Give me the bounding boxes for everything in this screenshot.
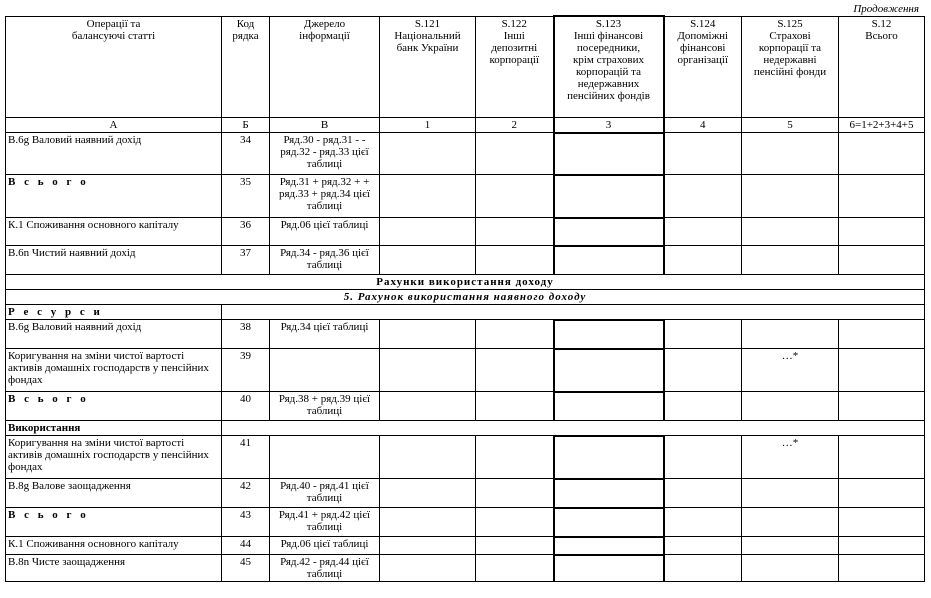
value-cell[interactable] — [664, 436, 742, 479]
row-label: В с ь о г о — [6, 392, 222, 421]
value-cell[interactable] — [476, 537, 554, 555]
row-code: 41 — [222, 436, 270, 479]
subsection-row — [6, 290, 925, 305]
value-cell[interactable] — [664, 218, 742, 246]
row-source: Ряд.31 + ряд.32 + + ряд.33 + ряд.34 цієї таблиці — [270, 175, 380, 218]
subsection-title: 5. Рахунок використання наявного доходу — [6, 290, 925, 305]
value-cell[interactable] — [476, 320, 554, 349]
row-source: Ряд.34 - ряд.36 цієї таблиці — [270, 246, 380, 275]
header-cell: S.123 Інші фінансові посередники, крім страхових корпорацій та недержавних пенсійних фондів — [554, 16, 664, 117]
value-cell[interactable] — [554, 349, 664, 392]
row-code: 43 — [222, 508, 270, 537]
value-cell[interactable] — [839, 320, 925, 349]
value-cell[interactable] — [839, 555, 925, 582]
value-cell[interactable] — [839, 133, 925, 175]
value-cell[interactable] — [839, 175, 925, 218]
section-title: Рахунки використання доходу — [6, 275, 925, 290]
continuation-label: Продовження — [853, 3, 919, 15]
value-cell[interactable] — [839, 436, 925, 479]
value-cell[interactable] — [664, 508, 742, 537]
value-cell: …* — [742, 436, 839, 479]
table-row — [6, 537, 925, 555]
header-row — [6, 16, 925, 117]
value-cell[interactable] — [380, 133, 476, 175]
row-label: Коригування на зміни чистої вартості активів домашніх господарств у пенсійних фондах — [6, 349, 222, 392]
value-cell[interactable] — [380, 218, 476, 246]
value-cell[interactable] — [554, 537, 664, 555]
col-letter: Б — [222, 117, 270, 133]
value-cell[interactable] — [380, 349, 476, 392]
value-cell[interactable] — [839, 508, 925, 537]
row-label: Коригування на зміни чистої вартості активів домашніх господарств у пенсійних фондах — [6, 436, 222, 479]
value-cell[interactable] — [664, 479, 742, 508]
header-cell: S.122 Інші депозитні корпорації — [476, 16, 554, 117]
header-cell: Код рядка — [222, 16, 270, 117]
table-row — [6, 246, 925, 275]
value-cell[interactable] — [742, 479, 839, 508]
value-cell[interactable] — [476, 392, 554, 421]
row-source: Ряд.34 цієї таблиці — [270, 320, 380, 349]
row-code: 35 — [222, 175, 270, 218]
table-row — [6, 349, 925, 392]
value-cell[interactable] — [554, 246, 664, 275]
row-code: 42 — [222, 479, 270, 508]
letters-row — [6, 117, 925, 133]
col-letter: А — [6, 117, 222, 133]
value-cell[interactable] — [554, 479, 664, 508]
row-label: B.6g Валовий наявний дохід — [6, 133, 222, 175]
value-cell[interactable] — [476, 508, 554, 537]
value-cell[interactable] — [742, 555, 839, 582]
table-row — [6, 218, 925, 246]
table-row — [6, 555, 925, 582]
value-cell[interactable] — [380, 508, 476, 537]
row-source: Ряд.41 + ряд.42 цієї таблиці — [270, 508, 380, 537]
value-cell[interactable] — [664, 175, 742, 218]
row-source — [270, 349, 380, 392]
value-cell[interactable] — [476, 218, 554, 246]
header-cell: S.124 Допоміжні фінансові організації — [664, 16, 742, 117]
value-cell[interactable] — [839, 218, 925, 246]
row-label: К.1 Споживання основного капіталу — [6, 218, 222, 246]
row-label: B.6g Валовий наявний дохід — [6, 320, 222, 349]
value-cell[interactable] — [380, 246, 476, 275]
value-cell[interactable] — [664, 537, 742, 555]
value-cell[interactable] — [742, 175, 839, 218]
value-cell[interactable] — [742, 508, 839, 537]
value-cell[interactable] — [742, 218, 839, 246]
row-code: 44 — [222, 537, 270, 555]
value-cell[interactable] — [554, 555, 664, 582]
value-cell[interactable] — [380, 555, 476, 582]
value-cell[interactable] — [380, 436, 476, 479]
col-letter: 3 — [554, 117, 664, 133]
value-cell[interactable] — [664, 392, 742, 421]
row-source: Ряд.40 - ряд.41 цієї таблиці — [270, 479, 380, 508]
resources-row — [6, 305, 925, 320]
table-row — [6, 133, 925, 175]
blank-cell — [222, 305, 925, 320]
row-label: B.8g Валове заощадження — [6, 479, 222, 508]
col-letter: 2 — [476, 117, 554, 133]
value-cell[interactable] — [554, 133, 664, 175]
row-code: 34 — [222, 133, 270, 175]
value-cell[interactable] — [380, 537, 476, 555]
value-cell[interactable] — [839, 349, 925, 392]
table-row — [6, 320, 925, 349]
row-label: B.8n Чисте заощадження — [6, 555, 222, 582]
value-cell[interactable] — [476, 175, 554, 218]
col-letter: 6=1+2+3+4+5 — [839, 117, 925, 133]
value-cell[interactable] — [554, 392, 664, 421]
resources-label: Р е с у р с и — [6, 305, 222, 320]
table-row — [6, 392, 925, 421]
row-label: B.6n Чистий наявний дохід — [6, 246, 222, 275]
col-letter: 1 — [380, 117, 476, 133]
row-source: Ряд.42 - ряд.44 цієї таблиці — [270, 555, 380, 582]
value-cell[interactable] — [664, 133, 742, 175]
value-cell[interactable] — [554, 320, 664, 349]
value-cell[interactable] — [554, 436, 664, 479]
value-cell[interactable] — [554, 175, 664, 218]
header-cell: S.121 Національний банк України — [380, 16, 476, 117]
table-row — [6, 436, 925, 479]
header-cell: S.125 Страхові корпорації та недержавні пенсійні фонди — [742, 16, 839, 117]
header-cell: S.12 Всього — [839, 16, 925, 117]
value-cell[interactable] — [742, 320, 839, 349]
value-cell[interactable] — [554, 218, 664, 246]
uses-label: Використання — [6, 421, 222, 436]
table-row — [6, 508, 925, 537]
value-cell[interactable] — [664, 349, 742, 392]
accounts-table — [5, 15, 925, 582]
uses-row — [6, 421, 925, 436]
value-cell[interactable] — [839, 479, 925, 508]
table-row — [6, 479, 925, 508]
row-code: 40 — [222, 392, 270, 421]
row-label: В с ь о г о — [6, 508, 222, 537]
value-cell[interactable] — [476, 555, 554, 582]
value-cell[interactable] — [476, 133, 554, 175]
row-source: Ряд.30 - ряд.31 - - ряд.32 - ряд.33 цієї таблиці — [270, 133, 380, 175]
value-cell[interactable] — [664, 246, 742, 275]
row-code: 45 — [222, 555, 270, 582]
row-label: В с ь о г о — [6, 175, 222, 218]
value-cell[interactable] — [839, 537, 925, 555]
row-code: 38 — [222, 320, 270, 349]
value-cell[interactable] — [742, 246, 839, 275]
value-cell[interactable] — [380, 392, 476, 421]
col-letter: 4 — [664, 117, 742, 133]
value-cell[interactable] — [476, 349, 554, 392]
value-cell[interactable] — [476, 436, 554, 479]
section-row — [6, 275, 925, 290]
value-cell[interactable] — [742, 392, 839, 421]
value-cell[interactable] — [476, 246, 554, 275]
row-code: 39 — [222, 349, 270, 392]
value-cell[interactable] — [839, 246, 925, 275]
row-source: Ряд.06 цієї таблиці — [270, 537, 380, 555]
table-row — [6, 175, 925, 218]
value-cell[interactable] — [839, 392, 925, 421]
value-cell: …* — [742, 349, 839, 392]
value-cell[interactable] — [664, 555, 742, 582]
col-letter: 5 — [742, 117, 839, 133]
row-code: 37 — [222, 246, 270, 275]
blank-cell — [222, 421, 925, 436]
row-code: 36 — [222, 218, 270, 246]
col-letter: В — [270, 117, 380, 133]
value-cell[interactable] — [554, 508, 664, 537]
row-source: Ряд.38 + ряд.39 цієї таблиці — [270, 392, 380, 421]
header-cell: Операції та балансуючі статті — [6, 16, 222, 117]
value-cell[interactable] — [476, 479, 554, 508]
value-cell[interactable] — [742, 537, 839, 555]
value-cell[interactable] — [380, 479, 476, 508]
value-cell[interactable] — [380, 320, 476, 349]
header-cell: Джерело інформації — [270, 16, 380, 117]
value-cell[interactable] — [380, 175, 476, 218]
value-cell[interactable] — [664, 320, 742, 349]
row-source — [270, 436, 380, 479]
value-cell[interactable] — [742, 133, 839, 175]
row-source: Ряд.06 цієї таблиці — [270, 218, 380, 246]
row-label: К.1 Споживання основного капіталу — [6, 537, 222, 555]
